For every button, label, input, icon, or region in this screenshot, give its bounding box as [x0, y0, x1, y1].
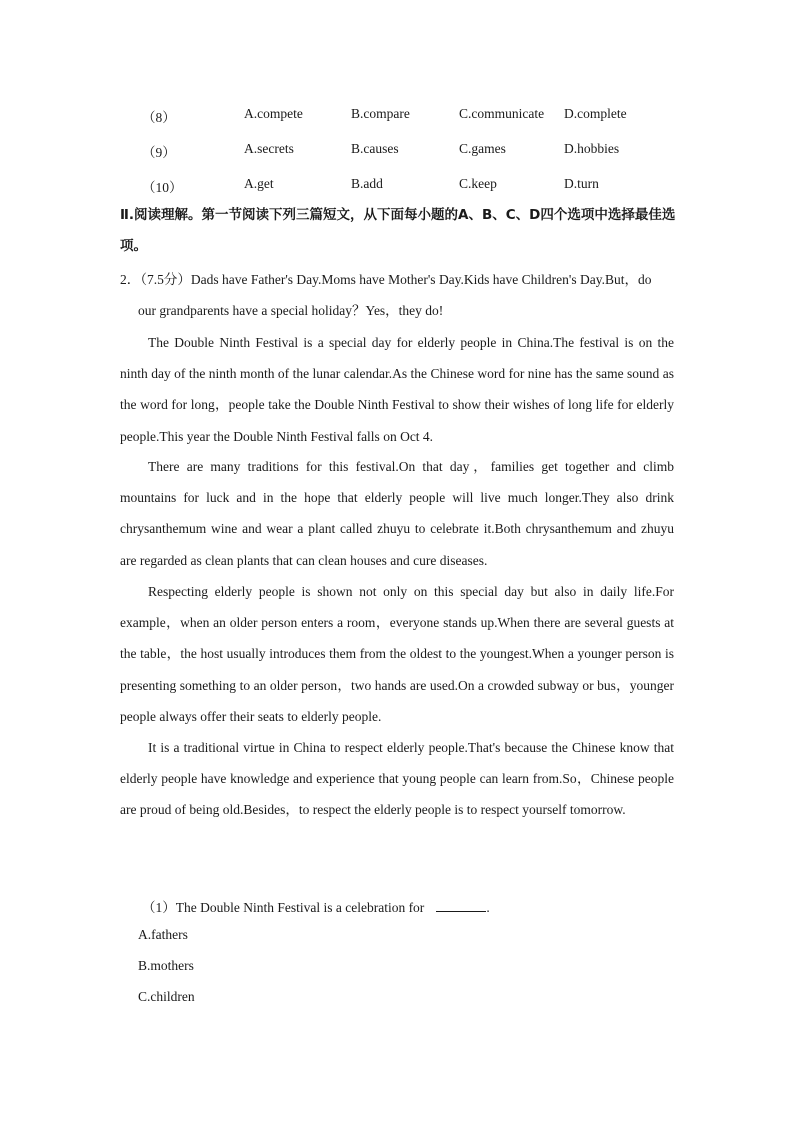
option-d: D.complete [564, 106, 627, 121]
question-number: （8） [142, 110, 176, 125]
question-score: （7.5分） [140, 272, 191, 287]
option-a: A.compete [244, 106, 303, 121]
option-b: B.add [351, 176, 383, 191]
section-heading: Ⅱ.阅读理解。第一节阅读下列三篇短文，从下面每小题的A、B、C、D四个选项中选择最佳选项。 [120, 207, 676, 254]
question-intro [120, 264, 676, 326]
option-b: B.compare [351, 106, 410, 121]
question-number: （10） [142, 180, 183, 195]
passage-paragraph-4: It is a traditional virtue in China to respect elderly people.That's because the Chinese know that elderly people have knowledge and experience that young people can learn from.So，Chinese people are proud of being old.Besides，to respect the elderly people is to respect yourself tomorrow. [120, 740, 674, 818]
option-a: A.get [244, 176, 274, 191]
choice-c[interactable]: C.children [138, 989, 195, 1004]
option-b: B.causes [351, 141, 399, 156]
choice-a[interactable]: A.fathers [138, 927, 188, 942]
option-c: C.keep [459, 176, 497, 191]
passage-paragraph-1: The Double Ninth Festival is a special day for elderly people in China.The festival is on the ninth day of the ninth month of the lunar calendar.As the Chinese word for nine has the same sound as the word for long，people take the Double Ninth Festival to show their wishes of long life for elderly people.This year the Double Ninth Festival falls on Oct 4. [120, 335, 674, 444]
question-number: 2． [120, 272, 141, 287]
passage-paragraph-3: Respecting elderly people is shown not only on this special day but also in daily life.For example，when an older person enters a room，everyone stands up.When there are several guests at the table，the host usually introduces them from the oldest to the youngest.When a younger person is presenting something to an older person，two hands are used.On a crowded subway or bus，younger people always offer their seats to elderly people. [120, 584, 674, 724]
sub-question-text: （1）The Double Ninth Festival is a celebration for [142, 900, 425, 915]
intro-line-2: our grandparents have a special holiday？Yes，they do! [138, 303, 444, 319]
choice-b[interactable]: B.mothers [138, 958, 194, 973]
sub-question-end: . [486, 900, 490, 915]
option-c: C.communicate [459, 106, 545, 121]
option-a: A.secrets [244, 141, 294, 156]
option-c: C.games [459, 141, 506, 156]
intro-line-1: Dads have Father's Day.Moms have Mother's Day.Kids have Children's Day.But，do [190, 272, 652, 287]
passage-paragraph-2: There are many traditions for this festival.On that day，families get together and climb mountains for luck and in the hope that elderly people will live much longer.They also drink chrysanthemum wine and wear a plant called zhuyu to celebrate it.Both chrysanthemum and zhuyu are regarded as clean plants that can clean houses and cure diseases. [120, 459, 674, 568]
option-row-9 [0, 141, 794, 161]
sub-question-1 [142, 896, 490, 916]
option-d: D.hobbies [564, 141, 620, 156]
option-row-8 [0, 106, 794, 126]
option-d: D.turn [564, 176, 599, 191]
answer-blank[interactable] [436, 899, 486, 912]
option-row-10 [0, 176, 794, 196]
question-number: （9） [142, 145, 176, 160]
